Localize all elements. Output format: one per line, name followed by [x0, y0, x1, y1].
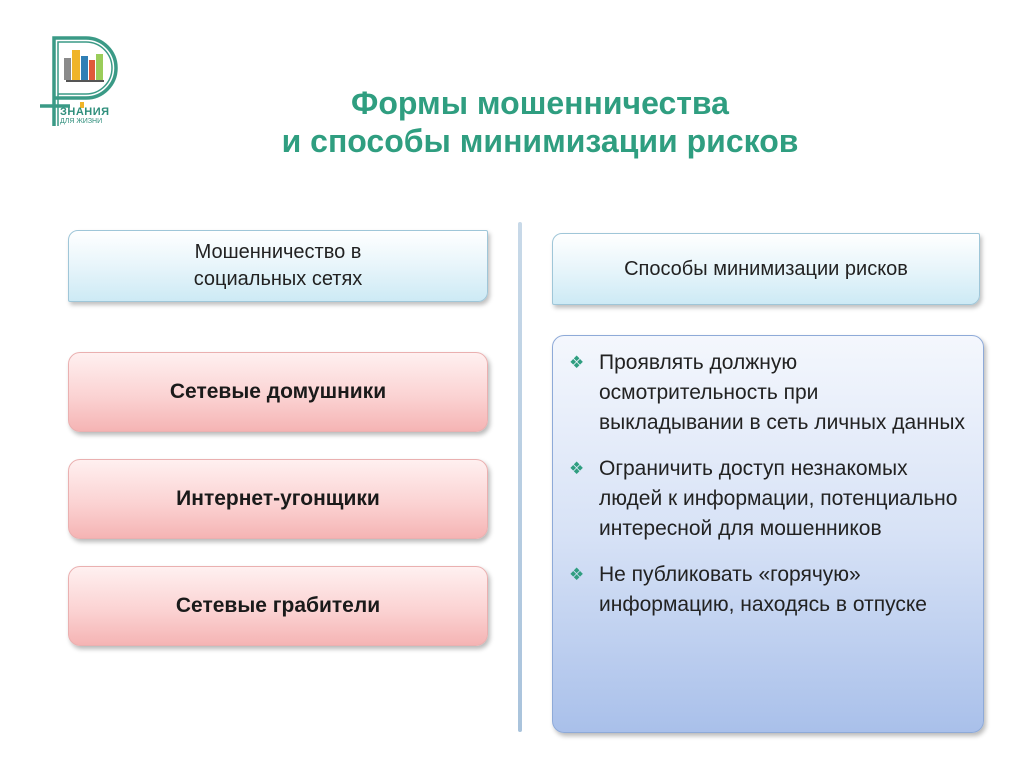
- risk-minimization-header: [552, 233, 980, 305]
- fraud-forms-header-line2: социальных сетях: [193, 268, 363, 290]
- fraud-forms-header: [68, 230, 488, 302]
- page-title-line1: Формы мошенничества: [351, 85, 729, 121]
- logo-caption-line2: ДЛЯ ЖИЗНИ: [60, 118, 103, 125]
- fraud-type-card: [68, 459, 488, 539]
- list-item: [569, 560, 965, 620]
- column-divider: [518, 222, 522, 732]
- diamond-bullet-icon: ❖: [569, 565, 585, 584]
- fraud-forms-header-line1: Мошенничество в: [194, 241, 362, 263]
- fraud-type-card: [68, 566, 488, 646]
- diamond-bullet-icon: ❖: [569, 459, 585, 478]
- diamond-bullet-icon: ❖: [569, 353, 585, 372]
- list-item: [569, 454, 965, 544]
- list-item: [569, 348, 965, 438]
- risk-minimization-header-label: Способы минимизации рисков: [624, 257, 908, 280]
- fraud-type-label: Интернет-угонщики: [176, 487, 380, 510]
- tip-text: Ограничить доступ незнакомых людей к информации, потенциально интересной для мошенников: [599, 457, 958, 540]
- page-title-line2: и способы минимизации рисков: [281, 123, 799, 159]
- tip-text: Не публиковать «горячую» информацию, находясь в отпуске: [599, 563, 927, 616]
- tip-text: Проявлять должную осмотрительность при выкладывании в сеть личных данных: [599, 351, 965, 434]
- page-title: [150, 84, 930, 160]
- risk-tips-panel: [552, 335, 984, 733]
- logo-caption-line1: ЗНАНИЯ: [60, 106, 110, 118]
- fraud-type-card: [68, 352, 488, 432]
- logo-caption: [60, 106, 120, 126]
- fraud-type-label: Сетевые грабители: [175, 594, 381, 617]
- fraud-type-label: Сетевые домушники: [169, 380, 387, 403]
